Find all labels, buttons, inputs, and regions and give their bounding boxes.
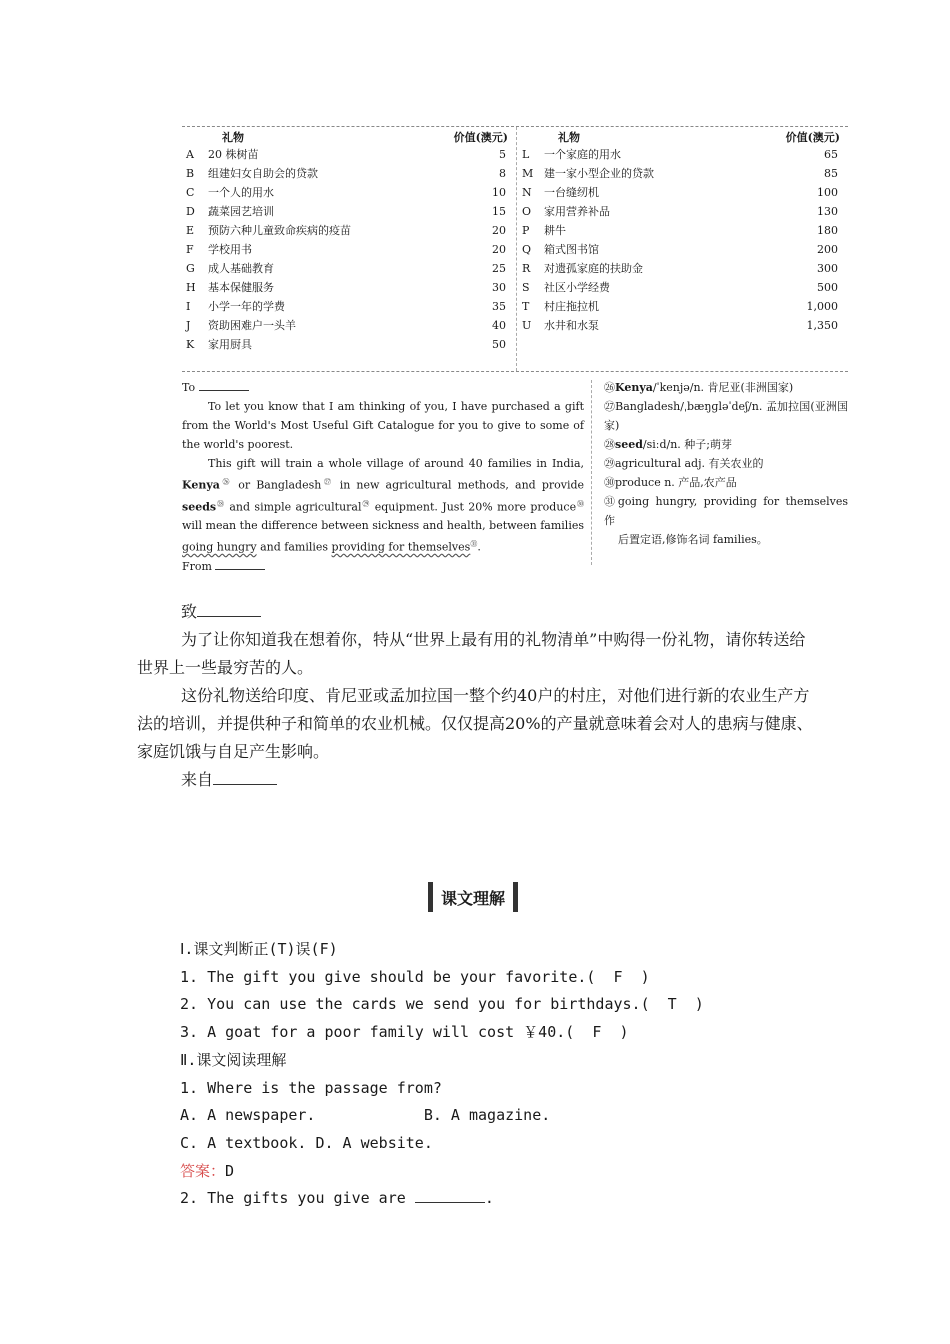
gift-name: 一个人的用水 — [208, 186, 274, 199]
gift-price: 1,000 — [806, 300, 838, 313]
letter-divider — [591, 380, 592, 565]
gift-letter: F — [186, 243, 194, 256]
gift-name: 资助困难户一头羊 — [208, 319, 296, 332]
gift-price: 180 — [817, 224, 838, 237]
answer-label: 答案： — [180, 1161, 226, 1180]
section-header — [428, 880, 518, 914]
gift-name: 成人基础教育 — [208, 262, 274, 275]
gift-row — [182, 202, 516, 221]
gift-price: 1,350 — [806, 319, 838, 332]
gift-row — [182, 183, 516, 202]
gift-name: 蔬菜园艺培训 — [208, 205, 274, 218]
gift-price: 130 — [817, 205, 838, 218]
gift-row — [182, 278, 516, 297]
part1-title: Ⅰ.课文判断正(T)误(F) — [180, 940, 338, 958]
note-produce: ㉚produce n. 产品,农产品 — [604, 476, 737, 489]
gift-table-left-column — [182, 127, 517, 371]
gift-table-right-column — [518, 127, 848, 371]
gift-row — [182, 240, 516, 259]
gift-name: 社区小学经费 — [544, 281, 610, 294]
gift-letter: K — [186, 338, 195, 351]
gift-name: 建一家小型企业的贷款 — [544, 167, 654, 180]
question-1-options-cd: C. A textbook. D. A website. — [180, 1133, 433, 1152]
gift-letter: G — [186, 262, 195, 275]
gift-letter: J — [186, 319, 191, 332]
vocabulary-notes — [604, 378, 848, 549]
note-seed: ㉘seed/siːd/n. 种子;萌芽 — [604, 438, 732, 451]
gift-row — [518, 164, 848, 183]
gift-letter — [182, 378, 584, 576]
gift-letter: H — [186, 281, 196, 294]
gift-name: 小学一年的学费 — [208, 300, 285, 313]
gift-row — [518, 202, 848, 221]
gift-name: 耕牛 — [544, 224, 566, 237]
letter-from-line: From — [182, 557, 584, 576]
translation-to-line: 致 — [137, 598, 817, 626]
gift-price: 50 — [492, 338, 506, 351]
gift-row — [518, 240, 848, 259]
gift-letter: U — [522, 319, 532, 332]
gift-price: 500 — [817, 281, 838, 294]
section-bar-right — [513, 882, 518, 912]
gift-price: 35 — [492, 300, 506, 313]
gift-row — [518, 183, 848, 202]
gift-row — [518, 316, 848, 335]
gift-name: 村庄拖拉机 — [544, 300, 599, 313]
gift-price: 5 — [499, 148, 506, 161]
gift-letter: O — [522, 205, 532, 218]
gift-price: 100 — [817, 186, 838, 199]
note-going-hungry-cont: 后置定语,修饰名词 families。 — [618, 533, 768, 546]
gift-catalogue-table — [182, 126, 848, 372]
gift-row — [518, 278, 848, 297]
letter-paragraph-1: To let you know that I am thinking of you, I have purchased a gift from the World's Most Useful Gift Catalogue for you to give to some of the world's poorest. — [182, 400, 584, 451]
section-title: 课文理解 — [441, 888, 506, 908]
gift-price: 25 — [492, 262, 506, 275]
left-header-price: 价值(澳元) — [453, 131, 508, 144]
gift-price: 15 — [492, 205, 506, 218]
gift-price: 8 — [499, 167, 506, 180]
gift-name: 家用厨具 — [208, 338, 252, 351]
right-header-gift: 礼物 — [558, 131, 580, 144]
gift-row — [518, 297, 848, 316]
question-1-answer — [180, 1158, 840, 1186]
gift-letter: E — [186, 224, 195, 237]
tf-question-3: 3. A goat for a poor family will cost ￥40.( F ) — [180, 1023, 629, 1042]
gift-price: 200 — [817, 243, 838, 256]
gift-letter: R — [522, 262, 531, 275]
gift-row — [518, 221, 848, 240]
gift-price: 65 — [824, 148, 838, 161]
gift-name: 家用营养补品 — [544, 205, 610, 218]
gift-name: 对遗孤家庭的扶助金 — [544, 262, 643, 275]
exercises — [180, 936, 840, 1213]
gift-letter: S — [522, 281, 530, 294]
chinese-translation — [137, 598, 817, 794]
gift-row — [182, 297, 516, 316]
gift-letter: N — [522, 186, 532, 199]
gift-name: 箱式图书馆 — [544, 243, 599, 256]
gift-row — [182, 164, 516, 183]
gift-letter: D — [186, 205, 195, 218]
translation-paragraph-2: 这份礼物送给印度、肯尼亚或孟加拉国一整个约40户的村庄，对他们进行新的农业生产方法的培训，并提供种子和简单的农业机械。仅仅提高20%的产量就意味着会对人的患病与健康、家庭饥饿与自足产生影响。 — [137, 686, 813, 761]
gift-letter: P — [522, 224, 530, 237]
gift-letter: T — [522, 300, 530, 313]
right-header-price: 价值(澳元) — [785, 131, 840, 144]
note-kenya: ㉖Kenya/ˈkenjə/n. 肯尼亚(非洲国家) — [604, 381, 794, 394]
gift-letter: Q — [522, 243, 532, 256]
gift-price: 85 — [824, 167, 838, 180]
gift-letter: A — [186, 148, 194, 161]
gift-name: 一台缝纫机 — [544, 186, 599, 199]
tf-question-2: 2. You can use the cards we send you for birthdays.( T ) — [180, 995, 704, 1014]
gift-name: 一个家庭的用水 — [544, 148, 621, 161]
gift-name: 水井和水泵 — [544, 319, 599, 332]
part2-title: Ⅱ.课文阅读理解 — [180, 1050, 287, 1069]
gift-row — [182, 335, 516, 354]
gift-price: 10 — [492, 186, 506, 199]
gift-name: 预防六种儿童致命疾病的疫苗 — [208, 224, 351, 237]
answer-value: D — [225, 1161, 235, 1180]
reading-question-1: 1. Where is the passage from? — [180, 1078, 442, 1097]
letter-paragraph-2: This gift will train a whole village of around 40 families in India, Kenya$^㉖$ or Bangladesh$^㉗$ in new agricultural methods, and provide seeds$^㉘$ and simple agricultural$^㉙$ equipment. Just 20% more produce$^㉚$ will mean the difference between sickness and health, between families going hungry and families providing for themselves$^㉛$. — [182, 457, 585, 554]
gift-row — [182, 221, 516, 240]
translation-from-line: 来自 — [137, 766, 817, 794]
gift-price: 30 — [492, 281, 506, 294]
note-bangladesh: ㉗Bangladesh/ˌbæŋɡləˈdeʃ/n. 孟加拉国(亚洲国家) — [604, 400, 848, 432]
gift-row — [182, 259, 516, 278]
gift-price: 20 — [492, 224, 506, 237]
gift-name: 20 株树苗 — [208, 148, 259, 161]
note-agricultural: ㉙agricultural adj. 有关农业的 — [604, 457, 764, 470]
question-1-options-ab: A. A newspaper. B. A magazine. — [180, 1106, 551, 1125]
gift-row — [182, 316, 516, 335]
answer-blank — [415, 1188, 485, 1203]
gift-name: 基本保健服务 — [208, 281, 274, 294]
letter-to-line: To — [182, 378, 584, 397]
gift-row — [518, 145, 848, 164]
gift-letter: L — [522, 148, 530, 161]
note-going-hungry: ㉛going hungry, providing for themselves 作 — [604, 495, 848, 527]
gift-row — [182, 145, 516, 164]
tf-question-1: 1. The gift you give should be your favorite.( F ) — [180, 967, 650, 986]
reading-question-2: 2. The gifts you give are . — [180, 1189, 494, 1208]
gift-letter: B — [186, 167, 195, 180]
gift-letter: I — [186, 300, 191, 313]
translation-paragraph-1: 为了让你知道我在想着你，特从“世界上最有用的礼物清单”中购得一份礼物，请你转送给世界上一些最穷苦的人。 — [137, 630, 806, 677]
gift-price: 20 — [492, 243, 506, 256]
gift-row — [518, 259, 848, 278]
gift-price: 300 — [817, 262, 838, 275]
gift-name: 组建妇女自助会的贷款 — [208, 167, 318, 180]
gift-letter: C — [186, 186, 195, 199]
gift-price: 40 — [492, 319, 506, 332]
gift-letter: M — [522, 167, 534, 180]
left-header-gift: 礼物 — [222, 131, 244, 144]
gift-name: 学校用书 — [208, 243, 252, 256]
